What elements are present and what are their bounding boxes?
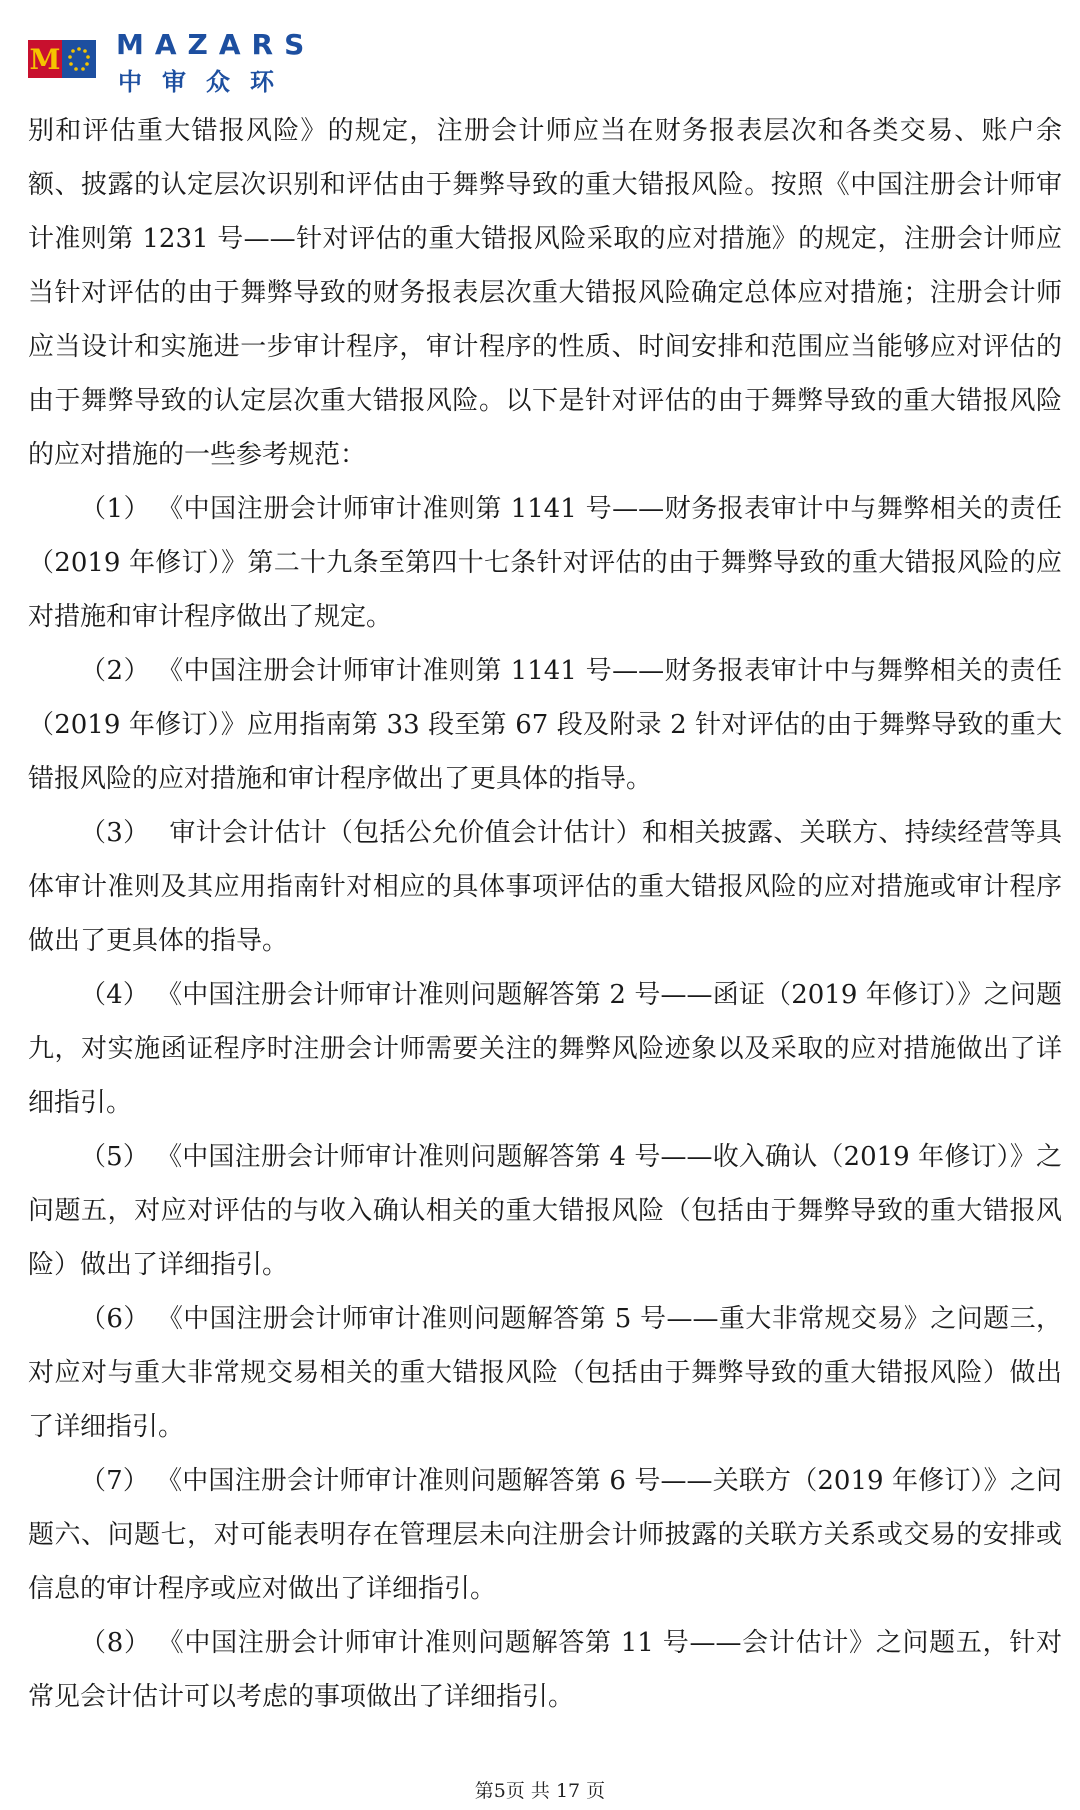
item-number: （7）	[80, 1466, 150, 1496]
item-text: 《中国注册会计师审计准则问题解答第 6 号——关联方（2019 年修订）》之问题六、问题七，对可能表明存在管理层未向注册会计师披露的关联方关系或交易的安排或信息的审计程序或应对做出了详细指引。	[28, 1466, 1062, 1604]
item-number: （2）	[80, 656, 151, 686]
list-item	[28, 482, 1062, 644]
item-number: （5）	[80, 1142, 150, 1172]
mazars-logo-icon	[28, 40, 96, 78]
logo-letter: M	[28, 40, 62, 78]
list-item	[28, 806, 1062, 968]
item-number: （4）	[80, 980, 150, 1010]
item-text: 《中国注册会计师审计准则问题解答第 4 号——收入确认（2019 年修订）》之问题五，对应对评估的与收入确认相关的重大错报风险（包括由于舞弊导致的重大错报风险）做出了详细指引。	[28, 1142, 1062, 1280]
star-ring-icon	[62, 40, 96, 78]
page-number: 第5页 共 17 页	[474, 1780, 606, 1802]
item-text: 《中国注册会计师审计准则问题解答第 2 号——函证（2019 年修订）》之问题九，对实施函证程序时注册会计师需要关注的舞弊风险迹象以及采取的应对措施做出了详细指引。	[28, 980, 1062, 1118]
item-number: （1）	[80, 494, 151, 524]
item-number: （8）	[80, 1628, 151, 1658]
brand-name-en: MAZARS	[116, 28, 316, 61]
brand-name-cn: 中审众环	[118, 68, 294, 96]
item-text: 《中国注册会计师审计准则第 1141 号——财务报表审计中与舞弊相关的责任（2019 年修订）》应用指南第 33 段至第 67 段及附录 2 针对评估的由于舞弊导致的重大错报风险的应对措施和审计程序做出了更具体的指导。	[28, 656, 1062, 794]
item-text: 《中国注册会计师审计准则问题解答第 11 号——会计估计》之问题五，针对常见会计估计可以考虑的事项做出了详细指引。	[28, 1628, 1062, 1712]
item-number: （6）	[80, 1304, 150, 1334]
intro-paragraph: 别和评估重大错报风险》的规定，注册会计师应当在财务报表层次和各类交易、账户余额、披露的认定层次识别和评估由于舞弊导致的重大错报风险。按照《中国注册会计师审计准则第 1231 号——针对评估的重大错报风险采取的应对措施》的规定，注册会计师应当针对评估的由于舞弊导致的财务报表层次重大错报风险确定总体应对措施；注册会计师应当设计和实施进一步审计程序，审计程序的性质、时间安排和范围应当能够应对评估的由于舞弊导致的认定层次重大错报风险。以下是针对评估的由于舞弊导致的重大错报风险的应对措施的一些参考规范：	[28, 116, 1062, 470]
item-text: 《中国注册会计师审计准则第 1141 号——财务报表审计中与舞弊相关的责任（2019 年修订）》第二十九条至第四十七条针对评估的由于舞弊导致的重大错报风险的应对措施和审计程序做出了规定。	[28, 494, 1062, 632]
item-number: （3）	[80, 818, 150, 848]
list-item	[28, 1616, 1062, 1724]
list-item	[28, 644, 1062, 806]
list-item	[28, 1130, 1062, 1292]
company-header	[28, 26, 316, 96]
list-item	[28, 1454, 1062, 1616]
item-text: 《中国注册会计师审计准则问题解答第 5 号——重大非常规交易》之问题三，对应对与重大非常规交易相关的重大错报风险（包括由于舞弊导致的重大错报风险）做出了详细指引。	[28, 1304, 1062, 1442]
document-body	[28, 104, 1062, 1724]
list-item	[28, 1292, 1062, 1454]
item-text: 审计会计估计（包括公允价值会计估计）和相关披露、关联方、持续经营等具体审计准则及其应用指南针对相应的具体事项评估的重大错报风险的应对措施或审计程序做出了更具体的指导。	[28, 818, 1062, 956]
list-item	[28, 968, 1062, 1130]
